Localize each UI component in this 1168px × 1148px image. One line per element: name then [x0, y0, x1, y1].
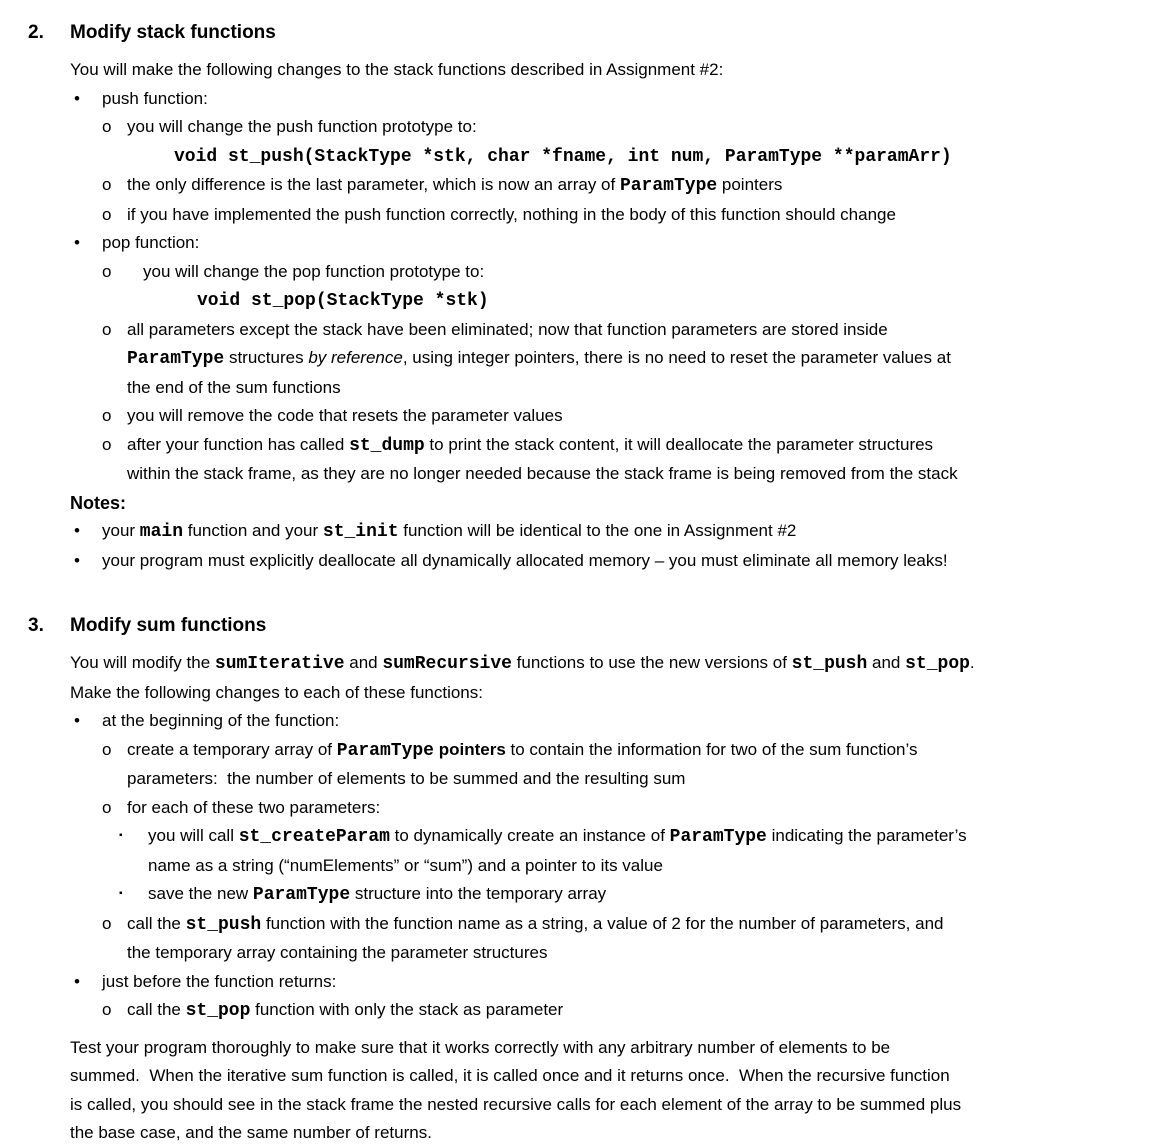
bullet-item-l2: [28, 794, 1148, 823]
text-run: create a temporary array of: [127, 739, 337, 759]
section-heading: [28, 611, 1148, 641]
bullet-item-l3: [28, 822, 1148, 852]
inline-code: ParamType: [619, 176, 718, 196]
inline-code: void st_push(StackType *stk, char *fname, int num, ParamType **paramArr): [174, 146, 952, 167]
text-run: call the: [127, 913, 186, 933]
paragraph-line: [28, 649, 1148, 679]
text-run: function will be identical to the one in Assignment #2: [398, 521, 797, 540]
inline-code: sumRecursive: [382, 654, 512, 674]
inline-code: ParamType: [336, 740, 434, 761]
inline-code: st_createParam: [238, 827, 390, 847]
text-run: function with the function name as a string, a value of 2 for the number of parameters, and: [261, 913, 944, 933]
text-run: pointers: [717, 175, 783, 194]
text-run: function with only the stack as parameter: [250, 1000, 564, 1019]
text-run: summed. When the iterative sum function is called, it is called once and it returns once. When the recursive function: [70, 1066, 950, 1085]
bullet-item-l1: [28, 85, 1148, 114]
bullet-item-l2: [28, 402, 1148, 431]
text-run: save the new: [148, 884, 253, 903]
bullet-item-l1: [28, 229, 1148, 258]
bullet-icon: •: [74, 233, 80, 252]
inline-code: st_pop: [905, 654, 970, 674]
text-run: for each of these two parameters:: [127, 797, 381, 817]
text-run: call the: [127, 1000, 186, 1019]
continuation-line: [28, 374, 1148, 403]
text-run: just before the function returns:: [102, 971, 337, 991]
code-line: [28, 142, 1148, 172]
text-run: function and your: [183, 521, 323, 540]
inline-code: st_dump: [349, 435, 425, 456]
section-number: 2.: [28, 22, 44, 43]
circle-marker-icon: o: [102, 175, 112, 194]
section-number: 3.: [28, 615, 44, 636]
bullet-icon: •: [74, 971, 80, 991]
text-run: pop function:: [102, 233, 200, 252]
continuation-line: [28, 852, 1148, 881]
text-run: Notes:: [70, 492, 127, 513]
bullet-item-l1: [28, 517, 1148, 547]
text-run: Modify stack functions: [70, 22, 276, 43]
circle-marker-icon: o: [102, 204, 112, 224]
inline-code: st_push: [185, 914, 262, 935]
bullet-icon: •: [74, 88, 80, 108]
notes-heading: [28, 489, 1148, 518]
circle-marker-icon: o: [102, 797, 112, 817]
continuation-line: [28, 939, 1148, 968]
bullet-item-l2: [28, 113, 1148, 142]
bullet-icon: •: [74, 550, 80, 570]
text-run: within the stack frame, as they are no longer needed because the stack frame is being removed from the stack: [127, 464, 958, 483]
text-run: you will change the push function prototype to:: [127, 117, 477, 136]
circle-marker-icon: o: [102, 319, 112, 339]
bullet-item-l2: [28, 316, 1148, 345]
text-run: and: [867, 653, 906, 672]
circle-marker-icon: o: [102, 1000, 112, 1019]
code-line: [28, 286, 1148, 316]
inline-code: st_pop: [185, 1001, 251, 1021]
paragraph-line: [28, 1119, 1148, 1148]
text-run: indicating the parameter’s: [766, 826, 967, 845]
text-run: Modify sum functions: [70, 615, 267, 636]
bullet-item-l2: [28, 431, 1148, 461]
bullet-item-l1: [28, 547, 1148, 576]
inline-code: ParamType: [252, 885, 351, 905]
text-run: the end of the sum functions: [127, 377, 341, 397]
circle-marker-icon: o: [102, 117, 112, 136]
bullet-icon: •: [74, 711, 80, 730]
text-run: at the beginning of the function:: [102, 711, 340, 730]
inline-code: void st_pop(StackType *stk): [197, 291, 489, 311]
bullet-item-l2: [28, 736, 1148, 766]
circle-marker-icon: o: [102, 739, 112, 759]
bullet-item-l2: [28, 171, 1148, 201]
text-run: pointers: [438, 739, 506, 759]
text-run: .: [969, 653, 975, 672]
text-run: your: [102, 521, 140, 540]
bullet-item-l3: [28, 880, 1148, 910]
text-run: you will remove the code that resets the parameter values: [127, 406, 563, 425]
text-run: push function:: [102, 88, 208, 108]
text-run: to print the stack content, it will deallocate the parameter structures: [424, 434, 934, 454]
inline-code: sumIterative: [214, 654, 345, 674]
text-run: your program must explicitly deallocate all dynamically allocated memory – you must eliminate all memory leaks!: [102, 550, 948, 570]
paragraph-line: [28, 56, 1148, 85]
text-run: you will change the pop function prototype to:: [143, 261, 485, 281]
text-run: Make the following changes to each of these functions:: [70, 682, 483, 702]
continuation-line: [28, 765, 1148, 794]
inline-code: ParamType: [669, 827, 767, 847]
text-run: structure into the temporary array: [350, 884, 607, 903]
bullet-item-l1: [28, 707, 1148, 736]
bullet-icon: •: [74, 521, 80, 540]
paragraph-line: [28, 679, 1148, 708]
inline-code: main: [139, 522, 184, 542]
text-run: after your function has called: [127, 434, 350, 454]
text-run: the only difference is the last parameter, which is now an array of: [127, 175, 620, 194]
text-run: you will call: [148, 826, 239, 845]
text-run: all parameters except the stack have been eliminated; now that function parameters are stored inside: [127, 319, 888, 339]
circle-marker-icon: o: [102, 261, 112, 281]
text-run: You will make the following changes to the stack functions described in Assignment #2:: [70, 60, 724, 79]
text-run: , using integer pointers, there is no need to reset the parameter values at: [402, 348, 951, 367]
bullet-item-l2: [28, 201, 1148, 230]
text-run: and: [344, 653, 383, 672]
text-run: structures: [224, 348, 309, 367]
square-marker-icon: ▪: [119, 888, 123, 899]
continuation-line: [28, 344, 1148, 374]
text-run: to contain the information for two of the sum function’s: [505, 739, 918, 759]
square-marker-icon: ▪: [119, 830, 123, 841]
text-run: name as a string (“numElements” or “sum”) and a pointer to its value: [148, 855, 663, 875]
bullet-item-l2: [28, 258, 1148, 287]
inline-code: ParamType: [127, 349, 225, 369]
inline-code: st_init: [322, 522, 399, 542]
text-run: You will modify the: [70, 653, 215, 672]
text-run: functions to use the new versions of: [511, 653, 792, 672]
text-run: if you have implemented the push function correctly, nothing in the body of this function should change: [127, 204, 896, 224]
text-run: to dynamically create an instance of: [389, 826, 670, 845]
circle-marker-icon: o: [102, 913, 112, 933]
circle-marker-icon: o: [102, 434, 112, 454]
bullet-item-l2: [28, 996, 1148, 1026]
text-run: parameters: the number of elements to be summed and the resulting sum: [127, 769, 686, 788]
paragraph-line: [28, 1091, 1148, 1120]
bullet-item-l1: [28, 968, 1148, 997]
text-run: is called, you should see in the stack frame the nested recursive calls for each element of the array to be summed plus: [70, 1094, 962, 1114]
section-heading: [28, 18, 1148, 48]
continuation-line: [28, 460, 1148, 489]
text-run: the base case, and the same number of returns.: [70, 1123, 432, 1142]
text-run: the temporary array containing the parameter structures: [127, 943, 548, 962]
paragraph-line: [28, 1034, 1148, 1063]
text-run: by reference: [308, 348, 403, 367]
paragraph-line: [28, 1062, 1148, 1091]
inline-code: st_push: [791, 654, 868, 674]
circle-marker-icon: o: [102, 406, 112, 425]
text-run: Test your program thoroughly to make sure that it works correctly with any arbitrary number of elements to be: [70, 1037, 891, 1057]
bullet-item-l2: [28, 910, 1148, 940]
